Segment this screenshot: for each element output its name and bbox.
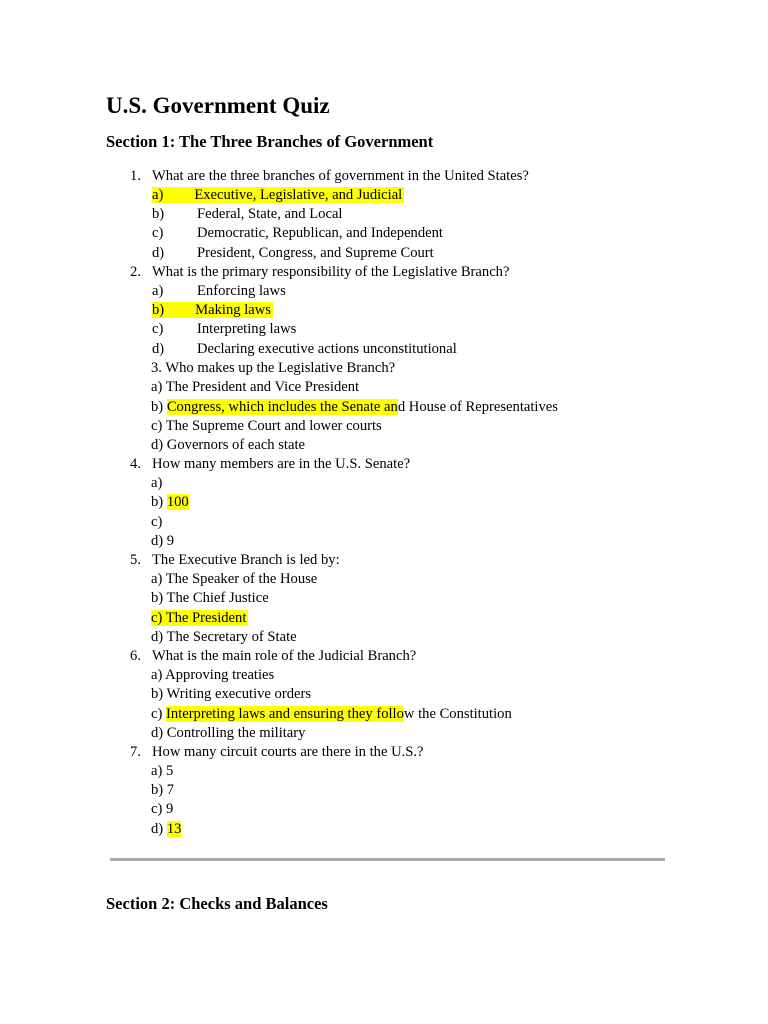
answer-option: a) The President and Vice President	[151, 379, 360, 395]
answer-option: b) 7	[151, 782, 175, 798]
question-number: 4.	[130, 456, 141, 472]
answer-option: d) Controlling the military	[151, 725, 306, 741]
question-text: The Executive Branch is led by:	[152, 552, 340, 568]
answer-option-highlighted: b) Congress, which includes the Senate and House of Representatives	[151, 399, 558, 415]
answer-option-highlighted: d) 13	[151, 821, 182, 837]
document-title: U.S. Government Quiz	[106, 93, 330, 118]
document-page: U.S. Government Quiz Section 1: The Three Branches of Government 1. What are the three branches of government in the United States? a) Executive, Legislative, and Judicial b) Federal, State, and Local c) Democratic, Republican, and Independent d) President, Congress, and Supreme Court 2. What is the primary responsibility of the Legislative Branch? a) Enforcing laws b) Making laws c) Interpreting laws d) Declaring executive actions unconstitutional 3. Who makes up the Legislative Branch? a) The President and Vice President b) Congress, which includes the Senate and House of Representatives c) The Supreme Court and lower courts d) Governors of each state 4. How many members are in the U.S. Senate? a) b) 100 c) d) 9 5. The Executive Branch is led by: a) The Speaker of the House b) The Chief Justice c) The President d) The Secretary of State 6. What is the main role of the Judicial Branch? a) Approving treaties b) Writing executive orders c) Interpreting laws and ensuring they follow the Constitution d) Controlling the military 7. How many circuit courts are there in the U.S.? a) 5 b) 7 c) 9 d) 13 Section 2: Checks and Balances	[0, 0, 768, 1024]
answer-option: b) The Chief Justice	[151, 590, 269, 606]
highlighted-answer: c) The President	[151, 610, 247, 626]
answer-option: b) Writing executive orders	[151, 686, 312, 702]
answer-option: a) 5	[151, 763, 174, 779]
question-number: 7.	[130, 744, 141, 760]
question-number: 1.	[130, 168, 141, 184]
answer-option: d) The Secretary of State	[151, 629, 297, 645]
highlighted-answer: Interpreting laws and ensuring they follo	[166, 706, 404, 722]
highlighted-answer: Congress, which includes the Senate an	[166, 399, 398, 415]
question-3: 3. Who makes up the Legislative Branch?	[151, 360, 396, 376]
answer-option: c) 9	[151, 801, 174, 817]
highlighted-answer: a) Executive, Legislative, and Judicial	[152, 187, 403, 203]
answer-option: a) The Speaker of the House	[151, 571, 318, 587]
section-2-heading: Section 2: Checks and Balances	[106, 894, 328, 913]
answer-option-highlighted	[152, 186, 404, 205]
answer-option: d) 9	[151, 533, 175, 549]
question-number: 6.	[130, 648, 141, 664]
question-number: 2.	[130, 264, 141, 280]
answer-option: c)	[151, 514, 163, 530]
question-text: What are the three branches of government in the United States?	[152, 168, 529, 184]
answer-option-highlighted	[151, 609, 248, 628]
answer-option-highlighted: b) 100	[151, 494, 189, 510]
highlighted-answer: 13	[166, 821, 182, 837]
answer-option-highlighted	[152, 301, 273, 320]
answer-option: a) Approving treaties	[151, 667, 275, 683]
question-text: What is the primary responsibility of the Legislative Branch?	[152, 264, 510, 280]
answer-option: d) Governors of each state	[151, 437, 305, 453]
highlighted-answer: b) Making laws	[152, 302, 271, 318]
section-1-heading: Section 1: The Three Branches of Government	[106, 132, 434, 151]
highlighted-answer: 100	[166, 494, 189, 510]
horizontal-rule	[110, 858, 665, 861]
question-text: How many members are in the U.S. Senate?	[152, 456, 411, 472]
question-number: 5.	[130, 552, 141, 568]
answer-option: c) The Supreme Court and lower courts	[151, 418, 382, 434]
answer-option-highlighted: c) Interpreting laws and ensuring they follow the Constitution	[151, 706, 512, 722]
question-text: What is the main role of the Judicial Branch?	[152, 648, 417, 664]
question-text: How many circuit courts are there in the U.S.?	[152, 744, 424, 760]
answer-option: a)	[151, 475, 163, 491]
